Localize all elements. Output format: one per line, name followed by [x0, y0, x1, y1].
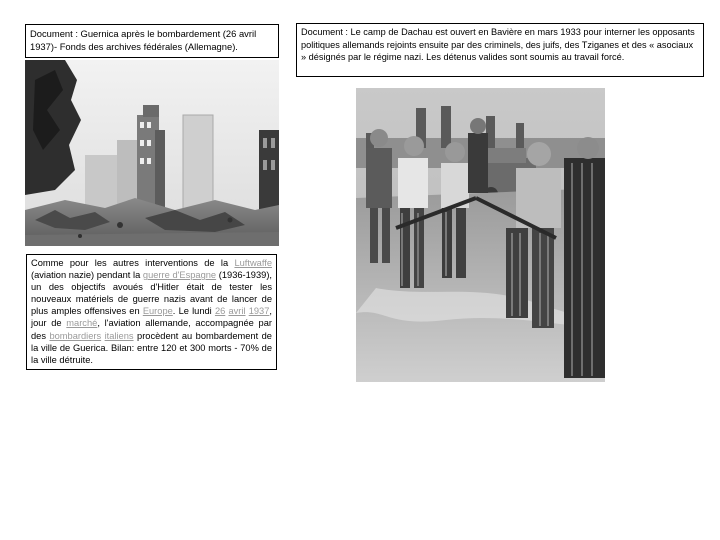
link-bombardiers[interactable]: bombardiers: [49, 330, 102, 341]
link-italiens[interactable]: italiens: [104, 330, 134, 341]
text-segment: , l'aviation allemande, accompagnée par des: [31, 318, 272, 341]
link-26[interactable]: 26: [214, 306, 226, 317]
text-segment: procèdent au bombardement de la ville de Guerica. Bilan: entre 120 et 300 morts - 70% de la ville détruite.: [31, 330, 272, 365]
text-segment: (1936-1939), un des objectifs avoués d'Hitler était de tester les nouveaux matériels de guerre nazis avant de lancer de plus amples offensives en: [31, 270, 272, 317]
link-avril[interactable]: avril: [228, 306, 246, 317]
text-segment: (aviation nazie) pendant la: [31, 270, 143, 281]
text-segment: . Le lundi: [172, 306, 215, 317]
link-europe[interactable]: Europe: [142, 306, 173, 317]
guernica-caption-text: Document : Guernica après le bombardement (26 avril 1937)- Fonds des archives fédérales (Allemagne).: [30, 28, 257, 52]
dachau-caption-text: Document : Le camp de Dachau est ouvert en Bavière en mars 1933 pour interner les opposants politiques allemands rejoints ensuite par des criminels, des juifs, des Tziganes et des « asociaux » désignés par le régime nazi. Les détenus valides sont soumis au travail forcé.: [301, 27, 695, 62]
guernica-caption: [25, 24, 279, 58]
dachau-caption: [296, 23, 704, 77]
link-1937[interactable]: 1937: [248, 306, 270, 317]
link-marche[interactable]: marché: [66, 318, 98, 329]
guernica-description: [26, 254, 277, 370]
guernica-ruins-photo: [25, 60, 279, 246]
link-guerre-espagne[interactable]: guerre d'Espagne: [142, 270, 217, 281]
text-segment: , jour de: [31, 306, 272, 329]
dachau-prisoners-photo: [356, 88, 605, 382]
text-segment: Comme pour les autres interventions de la: [31, 258, 235, 268]
link-luftwaffe[interactable]: Luftwaffe: [234, 258, 272, 268]
